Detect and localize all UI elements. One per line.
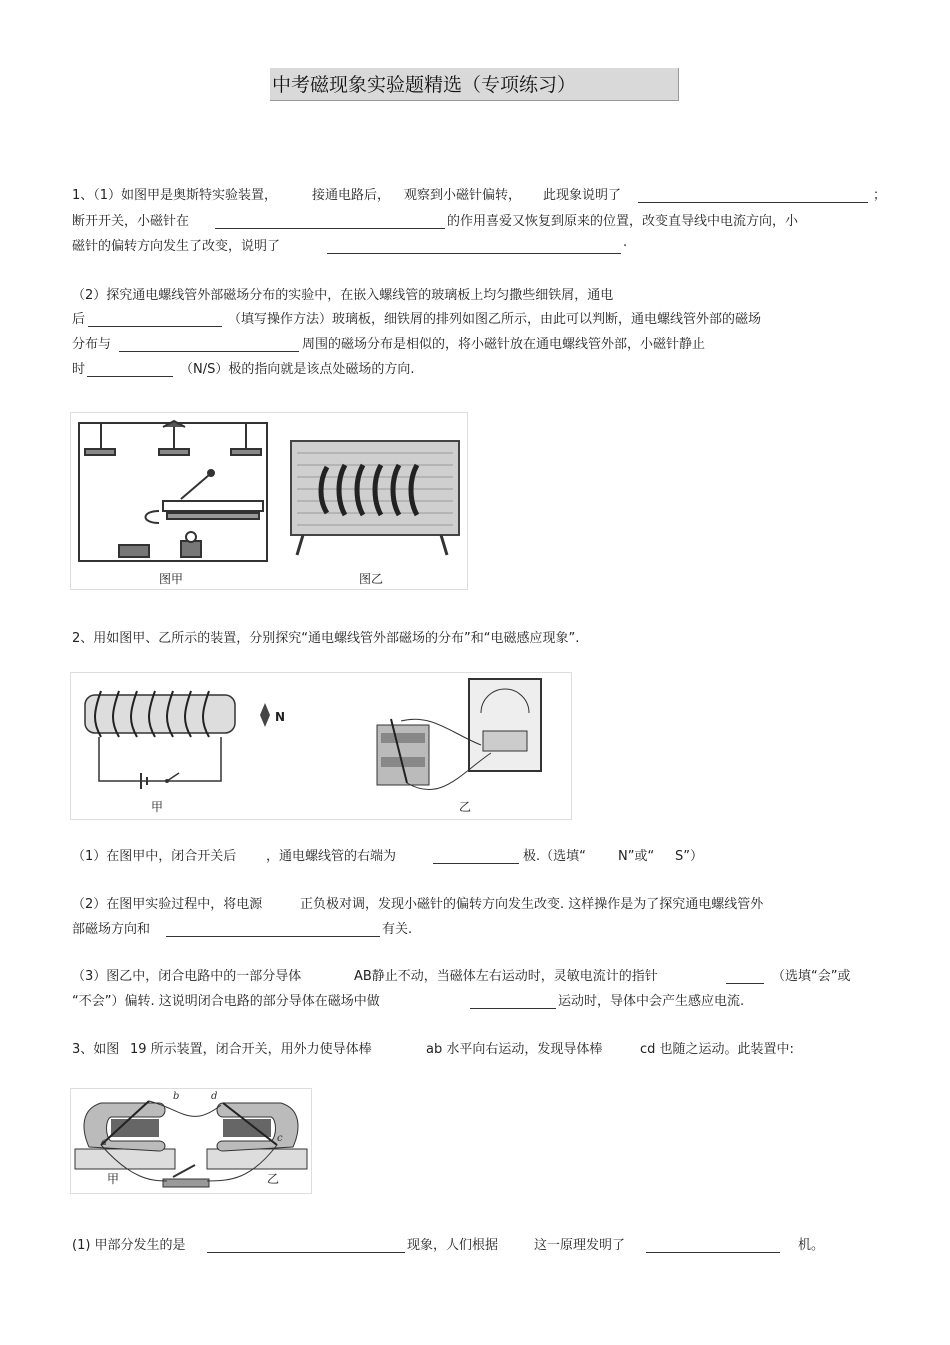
electromagnetic-induction-diagram (377, 679, 541, 790)
q3-intro-b: 19 所示装置，闭合开关，用外力使导体棒 (130, 1042, 372, 1057)
q2-fig-right-caption: 乙 (459, 800, 472, 814)
q2-blank-2[interactable] (166, 922, 380, 937)
q2-figure (70, 672, 572, 820)
q2-s3-text-c: （选填“会”或 (772, 969, 851, 984)
q1-text-d: 此现象说明了 (543, 188, 622, 203)
q3-blank-2[interactable] (646, 1238, 780, 1253)
q2-fig-n-label: N (275, 710, 286, 724)
q3-fig-right-caption: 乙 (267, 1172, 280, 1186)
q3-intro-c: ab 水平向右运动，发现导体棒 (426, 1042, 603, 1057)
q1-text-l3a: 磁针的偏转方向发生了改变，说明了 (72, 239, 281, 254)
q2-s2-text-b: 正负极对调，发现小磁针的偏转方向发生改变. 这样操作是为了探究通电螺线管外 (300, 897, 764, 912)
svg-text:c: c (277, 1133, 283, 1144)
q1-text-l2a: 断开开关，小磁针在 (72, 214, 190, 229)
q2-s3-text-d: “不会”）偏转. 这说明闭合电路的部分导体在磁场中做 (72, 994, 380, 1009)
q2-s1-text-e: S”） (675, 849, 703, 864)
q2-blank-4[interactable] (470, 994, 556, 1009)
q2-s3-text-a: （3）图乙中，闭合电路中的一部分导体 (72, 969, 302, 984)
q2-s2-text-a: （2）在图甲实验过程中，将电源 (72, 897, 263, 912)
solenoid-iron-filings-diagram (291, 441, 459, 555)
q1-p2-text-d: 周围的磁场分布是相似的，将小磁针放在通电螺线管外部，小磁针静止 (302, 337, 706, 352)
q1-text-e: ； (873, 188, 887, 203)
q2-blank-3[interactable] (726, 969, 764, 984)
q3-fig-left-caption: 甲 (107, 1172, 120, 1186)
q2-s3-text-b: AB静止不动，当磁体左右运动时，灵敏电流计的指针 (354, 969, 658, 984)
q1-text-b: 接通电路后， (312, 188, 391, 203)
q3-intro-d: cd 也随之运动。此装置中: (640, 1042, 794, 1057)
q3-intro-a: 3、如图 (72, 1042, 120, 1057)
q2-s2-text-d: 有关. (382, 922, 413, 937)
q1-p2-line-1: （2）探究通电螺线管外部磁场分布的实验中，在嵌入螺线管的玻璃板上均匀撒些细铁屑，通电 (72, 288, 614, 303)
q1-p2-text-e: 时 (72, 362, 86, 377)
q1-p2-text-c: 分布与 (72, 337, 112, 352)
q1-line-1 (72, 184, 277, 203)
q1-p2-text-b: （填写操作方法）玻璃板，细铁屑的排列如图乙所示，由此可以判断，通电螺线管外部的磁场 (228, 312, 762, 327)
q1-text: 1、（1）如图甲是奥斯特实验装置， (72, 188, 278, 203)
q3-blank-1[interactable] (207, 1238, 405, 1253)
q2-s1-text-d: N”或“ (618, 849, 655, 864)
q1-text-c: 观察到小磁针偏转， (404, 188, 522, 203)
q3-s1-text-c: 这一原理发明了 (534, 1238, 626, 1253)
q2-fig-left-caption: 甲 (151, 800, 164, 814)
svg-text:b: b (173, 1091, 180, 1102)
q3-s1-text-b: 现象，人们根据 (407, 1238, 499, 1253)
solenoid-circuit-diagram (85, 691, 270, 789)
q3-s1-text-a: (1) 甲部分发生的是 (72, 1238, 186, 1253)
q1-text-l2b: 的作用喜爱又恢复到原来的位置，改变直导线中电流方向，小 (447, 214, 799, 229)
q1-blank-1[interactable] (638, 188, 868, 203)
svg-text:d: d (211, 1091, 218, 1102)
q1-p2-text-f: （N/S）极的指向就是该点处磁场的方向. (180, 362, 415, 377)
q1-blank-5[interactable] (119, 337, 299, 352)
q2-s2-text-c: 部磁场方向和 (72, 922, 151, 937)
q3-figure (70, 1088, 312, 1194)
q2-s1-text-b: ，通电螺线管的右端为 (266, 849, 397, 864)
page-title: 中考磁现象实验题精选（专项练习） (272, 74, 577, 96)
q2-intro: 2、用如图甲、乙所示的装置，分别探究“通电螺线管外部磁场的分布”和“电磁感应现象”. (72, 631, 580, 646)
q1-blank-6[interactable] (87, 362, 173, 377)
oersted-circuit-diagram (79, 421, 267, 561)
q1-figure (70, 412, 468, 590)
q1-blank-2[interactable] (215, 214, 445, 229)
q1-fig-left-caption: 图甲 (159, 572, 184, 586)
q1-blank-4[interactable] (88, 312, 222, 327)
q2-s3-text-e: 运动时，导体中会产生感应电流. (558, 994, 745, 1009)
q2-s1-text-c: 极.（选填“ (523, 849, 586, 864)
q1-fig-right-caption: 图乙 (359, 572, 384, 586)
q2-s1-text-a: （1）在图甲中，闭合开关后 (72, 849, 237, 864)
q2-blank-1[interactable] (433, 849, 519, 864)
svg-text:a: a (101, 1137, 107, 1148)
q1-blank-3[interactable] (327, 239, 621, 254)
q3-s1-text-d: 机。 (798, 1238, 825, 1253)
q1-text-l3b: . (623, 235, 628, 250)
q1-p2-text-a: 后 (72, 312, 86, 327)
